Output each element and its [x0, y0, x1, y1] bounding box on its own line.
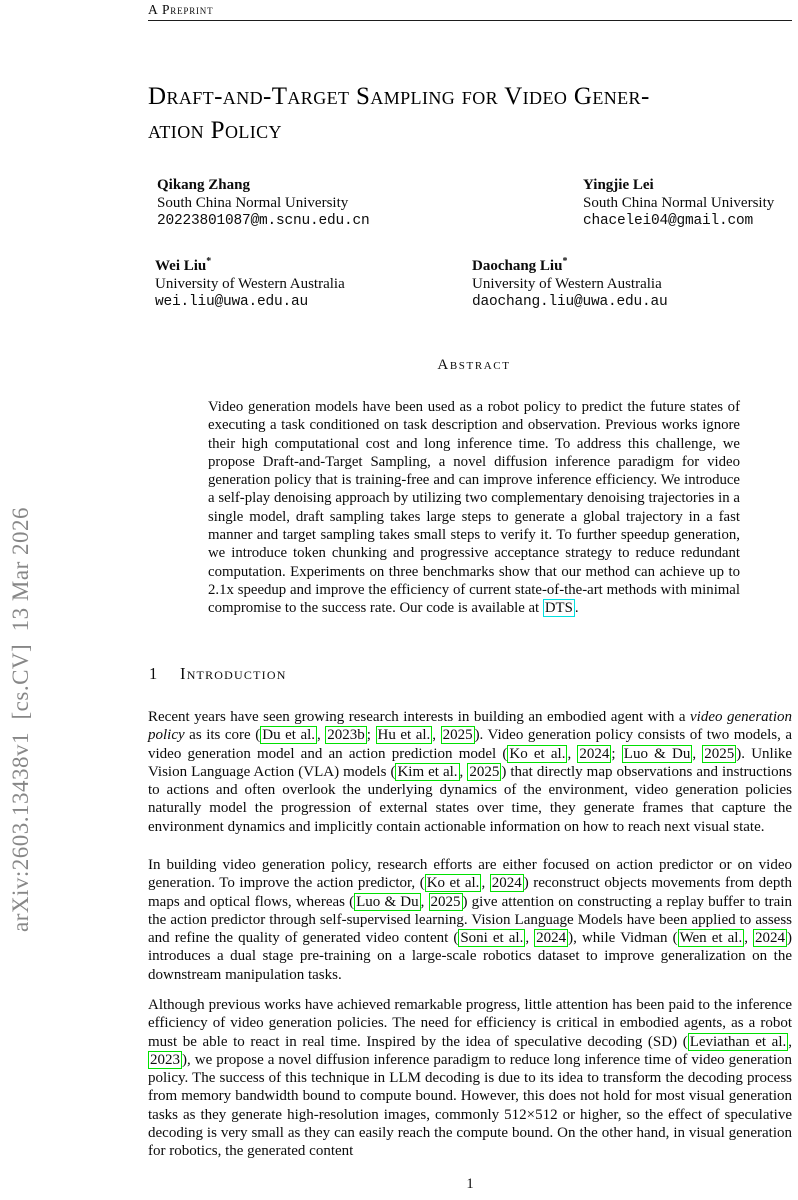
author-footnote-mark: *: [562, 256, 568, 267]
code-link[interactable]: DTS: [544, 600, 573, 617]
abstract-heading: Abstract: [437, 357, 511, 373]
intro-paragraph-1: Recent years have seen growing research interests in building an embodied agent with a video generation policy as its core ( Du et al. , 2023b ; Hu et al. , 2025 ). Video generation policy consists of two models, a video generation model and an action prediction model ( Ko et al. , 2024 ; Luo & Du , 2025 ). Unlike Vision Language Action (VLA) models ( Kim et al. , 2025 ) that directly map observations and instructions to actions and often overlook the underlying dynamics of the environment, video generation policies naturally model the progression of external states over time, they generate frames that capture the environment dynamics and implicitly contain actionable information on how to reach next visual state.: [148, 709, 793, 835]
author-block-wei-liu: [155, 257, 345, 311]
running-header: [148, 2, 792, 21]
author-name: [583, 176, 774, 194]
section-number: 1: [149, 664, 158, 683]
citation-link[interactable]: Luo & Du: [356, 893, 419, 910]
author-name: [472, 257, 668, 275]
author-email: daochang.liu@uwa.edu.au: [472, 294, 668, 310]
citation-link[interactable]: Luo & Du: [623, 745, 691, 762]
citation-link[interactable]: Leviathan et al.: [689, 1033, 787, 1050]
intro-paragraph-2: In building video generation policy, research efforts are either focused on action predictor or on video generation. To improve the action predictor, ( Ko et al. , 2024 ) reconstruct objects movements from depth maps and optical flows, whereas ( Luo & Du , 2025 ) give attention on constructing a replay buffer to train the action predictor through self-supervised learning. Vision Language Models have been applied to assess and refine the quality of generated video content ( Soni et al. , 2024 ), while Vidman ( Wen et al. , 2024 ) introduces a dual stage pre-training on a large-scale robotics dataset to improve generalization on the downstream manipulation tasks.: [148, 857, 793, 983]
citation-link[interactable]: 2024: [755, 930, 786, 947]
author-name-text: Qikang Zhang: [157, 177, 250, 193]
paper-title: [148, 80, 796, 148]
section-heading-introduction: [149, 664, 793, 684]
citation-link[interactable]: 2023b: [327, 727, 365, 744]
citation-link[interactable]: 2023: [150, 1051, 180, 1068]
author-email: wei.liu@uwa.edu.au: [155, 294, 309, 310]
arxiv-watermark: arXiv:2603.13438v1 [cs.CV] 13 Mar 2026: [8, 506, 33, 932]
citation-link[interactable]: Soni et al.: [460, 930, 524, 947]
citation-link[interactable]: Wen et al.: [679, 930, 743, 947]
title-line-2: ation Policy: [148, 117, 282, 144]
citation-link[interactable]: 2024: [491, 875, 522, 892]
author-block-qikang-zhang: [157, 176, 370, 230]
citation-link[interactable]: Hu et al.: [377, 727, 431, 744]
author-affiliation: University of Western Australia: [472, 276, 662, 292]
author-footnote-mark: *: [206, 256, 212, 267]
citation-link[interactable]: 2025: [469, 763, 500, 780]
citation-link[interactable]: 2025: [704, 745, 735, 762]
title-line-1: Draft-and-Target Sampling for Video Gener-: [148, 83, 650, 110]
citation-link[interactable]: Ko et al.: [509, 745, 566, 762]
citation-link[interactable]: 2024: [536, 930, 567, 947]
emphasis-text: video generation policy: [148, 709, 792, 744]
author-block-yingjie-lei: [583, 176, 774, 230]
citation-link[interactable]: Kim et al.: [397, 763, 458, 780]
author-name-text: Wei Liu: [155, 258, 207, 274]
citation-link[interactable]: Ko et al.: [426, 875, 480, 892]
author-name: [157, 176, 370, 194]
author-affiliation: South China Normal University: [157, 195, 349, 211]
author-block-daochang-liu: [472, 257, 668, 311]
author-email: chacelei04@gmail.com: [583, 213, 754, 229]
author-name-text: Daochang Liu: [472, 258, 563, 274]
page-number: 1: [466, 1176, 474, 1192]
section-title: Introduction: [180, 664, 287, 683]
running-header-text: A Preprint: [148, 2, 214, 17]
author-name: [155, 257, 345, 275]
citation-link[interactable]: 2025: [430, 893, 461, 910]
citation-link[interactable]: 2025: [442, 727, 473, 744]
author-email: 20223801087@m.scnu.edu.cn: [157, 213, 370, 229]
citation-link[interactable]: 2024: [579, 745, 610, 762]
abstract-text: Video generation models have been used as a robot policy to predict the future states of executing a task conditioned on task description and observation. Previous works ignore their high computational cost and long inference time. To address this challenge, we propose Draft-and-Target Sampling, a novel diffusion inference paradigm for video generation policy that is training-free and can improve inference efficiency. We introduce a self-play denoising approach by utilizing two complementary denoising trajectories in a single model, draft sampling takes large steps to generate a global trajectory in a fast manner and target sampling takes small steps to verify it. To further speedup generation, we introduce token chunking and progressive acceptance strategy to reduce redundant computation. Experiments on three benchmarks show that our method can achieve up to 2.1x speedup and improve the efficiency of current state-of-the-art methods with minimal compromise to the success rate. Our code is available at DTS .: [208, 399, 740, 617]
author-affiliation: University of Western Australia: [155, 276, 345, 292]
citation-link[interactable]: Du et al.: [262, 727, 316, 744]
author-affiliation: South China Normal University: [583, 195, 775, 211]
intro-paragraph-3: Although previous works have achieved remarkable progress, little attention has been paid to the inference efficiency of video generation policies. The need for efficiency is critical in embodied agents, as a robot must be able to react in real time. Inspired by the idea of speculative decoding (SD) ( Leviathan et al. , 2023 ), we propose a novel diffusion inference paradigm to reduce long inference time of video generation policy. The success of this technique in LLM decoding is due to its idea to transform the decoding process from memory bandwidth bound to compute bound. However, this does not hold for most visual generation tasks as they generate high-resolution images, commonly 512×512 or higher, so the effect of speculative decoding is very small as they can easily reach the compute bound. On the other hand, in visual generation for robotics, the generated content: [148, 997, 792, 1160]
author-name-text: Yingjie Lei: [583, 177, 654, 193]
